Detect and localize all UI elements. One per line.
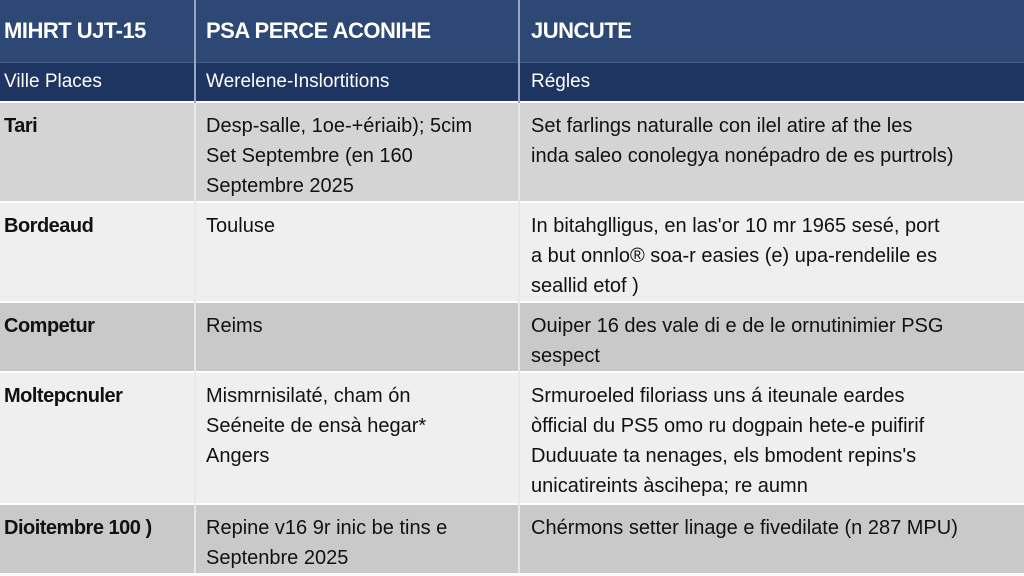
header-row-sub	[0, 63, 1024, 103]
subheader-col-2: Werelene-Inslortitions	[195, 63, 519, 103]
cell-regles	[519, 102, 1024, 202]
cell-line: Set farlings naturalle con ilel atire af the les	[531, 115, 913, 137]
cell-place: Competur	[0, 302, 195, 372]
table-row	[0, 202, 1024, 302]
cell-inscriptions	[195, 102, 519, 202]
cell-place: Tari	[0, 102, 195, 202]
cell-line: Set Septembre (en 160	[206, 145, 413, 167]
cell-line: Duduuate ta nenages, els bmodent repins's	[531, 445, 917, 467]
cell-regles	[519, 504, 1024, 573]
cell-place: Bordeaud	[0, 202, 195, 302]
header-row-top	[0, 0, 1024, 63]
cell-line: Desp-salle, 1oe-+ériaib); 5cim	[206, 115, 473, 137]
header-col-2: PSA PERCE ACONIHE	[195, 0, 519, 63]
header-col-1: MIHRT UJT-15	[0, 0, 195, 63]
cell-line: inda saleo conolegya nonépadro de es purtrols)	[531, 145, 954, 167]
cell-inscriptions	[195, 372, 519, 504]
cell-line: Reims	[206, 315, 263, 337]
cell-regles	[519, 202, 1024, 302]
cell-inscriptions	[195, 504, 519, 573]
table-row	[0, 504, 1024, 573]
cell-line: Ouiper 16 des vale di e de le ornutinimier PSG	[531, 315, 944, 337]
subheader-col-3: Régles	[519, 63, 1024, 103]
table-row	[0, 102, 1024, 202]
cell-regles	[519, 372, 1024, 504]
cell-line: a but onnlo® soa-r easies (e) upa-rendelile es	[531, 245, 938, 267]
cell-line: Seéneite de ensà hegar*	[206, 415, 427, 437]
cell-line: Angers	[206, 445, 270, 467]
cell-line: seallid etof )	[531, 275, 639, 297]
cell-line: Chérmons setter linage e fivedilate (n 287 MPU)	[531, 517, 958, 539]
cell-line: sespect	[531, 345, 600, 367]
cell-line: òfficial du PS5 omo ru dogpain hete-e puifirif	[531, 415, 925, 437]
cell-line: Mismrnisilaté, cham ón	[206, 385, 411, 407]
subheader-col-1: Ville Places	[0, 63, 195, 103]
header-col-3: JUNCUTE	[519, 0, 1024, 63]
table-row	[0, 302, 1024, 372]
cell-regles	[519, 302, 1024, 372]
cell-place: Dioitembre 100 )	[0, 504, 195, 573]
cell-line: Srmuroeled filoriass uns á iteunale eardes	[531, 385, 905, 407]
table-row	[0, 372, 1024, 504]
cell-inscriptions	[195, 202, 519, 302]
cell-line: Septenbre 2025	[206, 547, 349, 569]
cell-line: unicatireints àscihepa; re aumn	[531, 475, 808, 497]
cell-place: Moltepcnuler	[0, 372, 195, 504]
cell-line: Septembre 2025	[206, 175, 354, 197]
cell-line: Repine v16 9r inic be tins e	[206, 517, 448, 539]
cell-line: In bitahglligus, en las'or 10 mr 1965 sesé, port	[531, 215, 940, 237]
cell-line: Touluse	[206, 215, 275, 237]
cell-inscriptions	[195, 302, 519, 372]
